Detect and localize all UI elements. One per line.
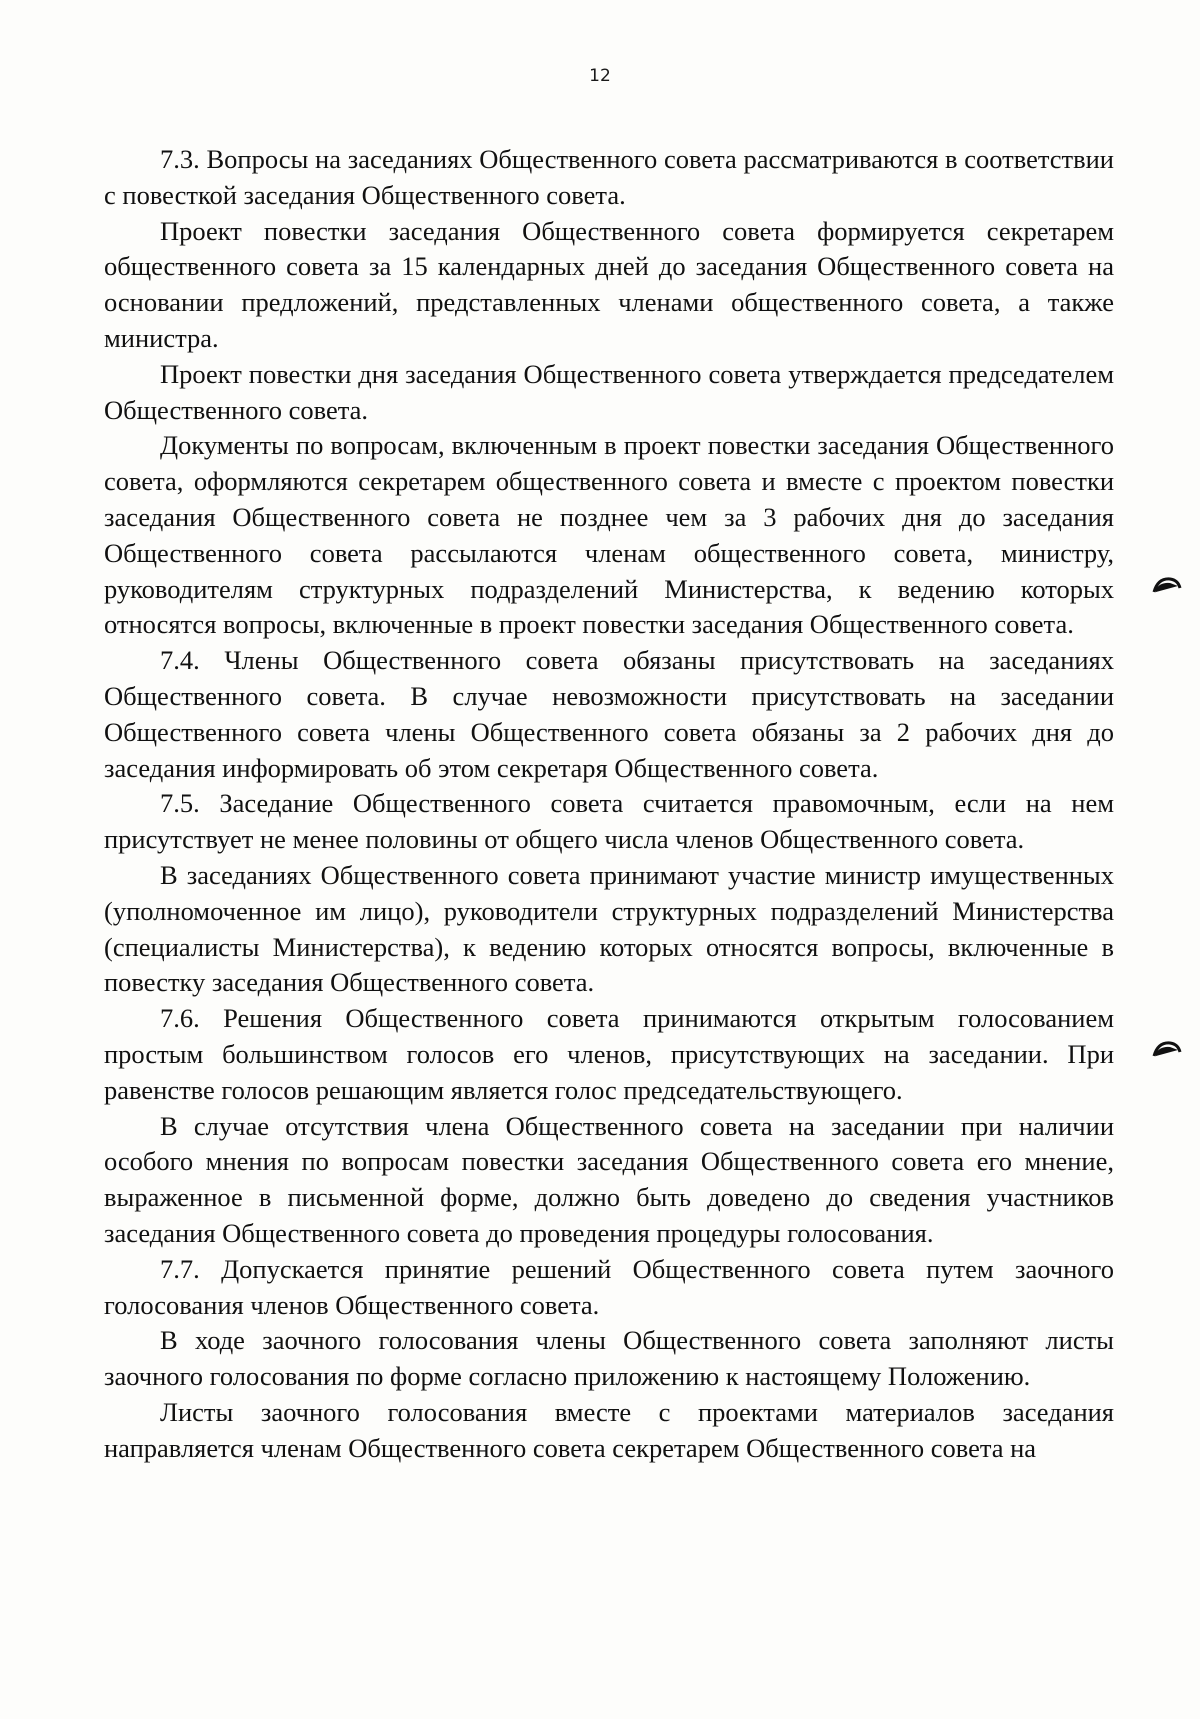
paragraph-7-6: 7.6. Решения Общественного совета принимаются открытым голосованием простым большинством голосов его членов, присутствующих на заседании. При равенстве голосов решающим является голос председательствующего. [104, 1003, 1114, 1105]
paragraph-absent-opinion: В случае отсутствия члена Общественного совета на заседании при наличии особого мнения по вопросам повестки заседания Общественного совета его мнение, выраженное в письменной форме, должно быть доведено до сведения участников заседания Общественного совета до проведения процедуры голосования. [104, 1110, 1114, 1248]
paragraph-agenda-draft: Проект повестки заседания Общественного совета формируется секретарем общественного совета за 15 календарных дней до заседания Общественного совета на основании предложений, представленных членами общественного совета, а также министра. [104, 215, 1114, 353]
binding-hole-mark [1152, 1038, 1182, 1060]
paragraph-participants: В заседаниях Общественного совета принимают участие министр имущественных (уполномоченное им лицо), руководители структурных подразделений Министерства (специалисты Министерства), к ведению которых относятся вопросы, включенные в повестку заседания Общественного совета. [104, 859, 1114, 998]
paragraph-7-7: 7.7. Допускается принятие решений Общественного совета путем заочного голосования членов Общественного совета. [104, 1253, 1114, 1320]
paragraph-7-4: 7.4. Члены Общественного совета обязаны присутствовать на заседаниях Общественного совета. В случае невозможности присутствовать на заседании Общественного совета члены Общественного совета обязаны за 2 рабочих дня до заседания информировать об этом секретаря Общественного совета. [104, 645, 1114, 783]
paragraph-agenda-approval: Проект повестки дня заседания Общественного совета утверждается председателем Общественного совета. [104, 358, 1114, 425]
paragraph-7-5: 7.5. Заседание Общественного совета считается правомочным, если на нем присутствует не менее половины от общего числа членов Общественного совета. [104, 788, 1114, 855]
paragraph-ballot-sending: Листы заочного голосования вместе с проектами материалов заседания направляется членам Общественного совета секретарем Общественного совета на [104, 1396, 1114, 1463]
paragraph-7-3: 7.3. Вопросы на заседаниях Общественного совета рассматриваются в соответствии с повесткой заседания Общественного совета. [104, 144, 1114, 210]
document-body [104, 142, 1114, 1466]
paragraph-absentee-ballots: В ходе заочного голосования члены Общественного совета заполняют листы заочного голосования по форме согласно приложению к настоящему Положению. [104, 1325, 1114, 1392]
page-number: 12 [589, 66, 611, 86]
paragraph-documents: Документы по вопросам, включенным в проект повестки заседания Общественного совета, оформляются секретарем общественного совета и вместе с проектом повестки заседания Общественного совета не позднее чем за 3 рабочих дня до заседания Общественного совета рассылаются членам общественного совета, министру, руководителям структурных подразделений Министерства, к ведению которых относятся вопросы, включенные в проект повестки заседания Общественного совета. [104, 430, 1114, 640]
binding-hole-mark [1152, 574, 1182, 596]
